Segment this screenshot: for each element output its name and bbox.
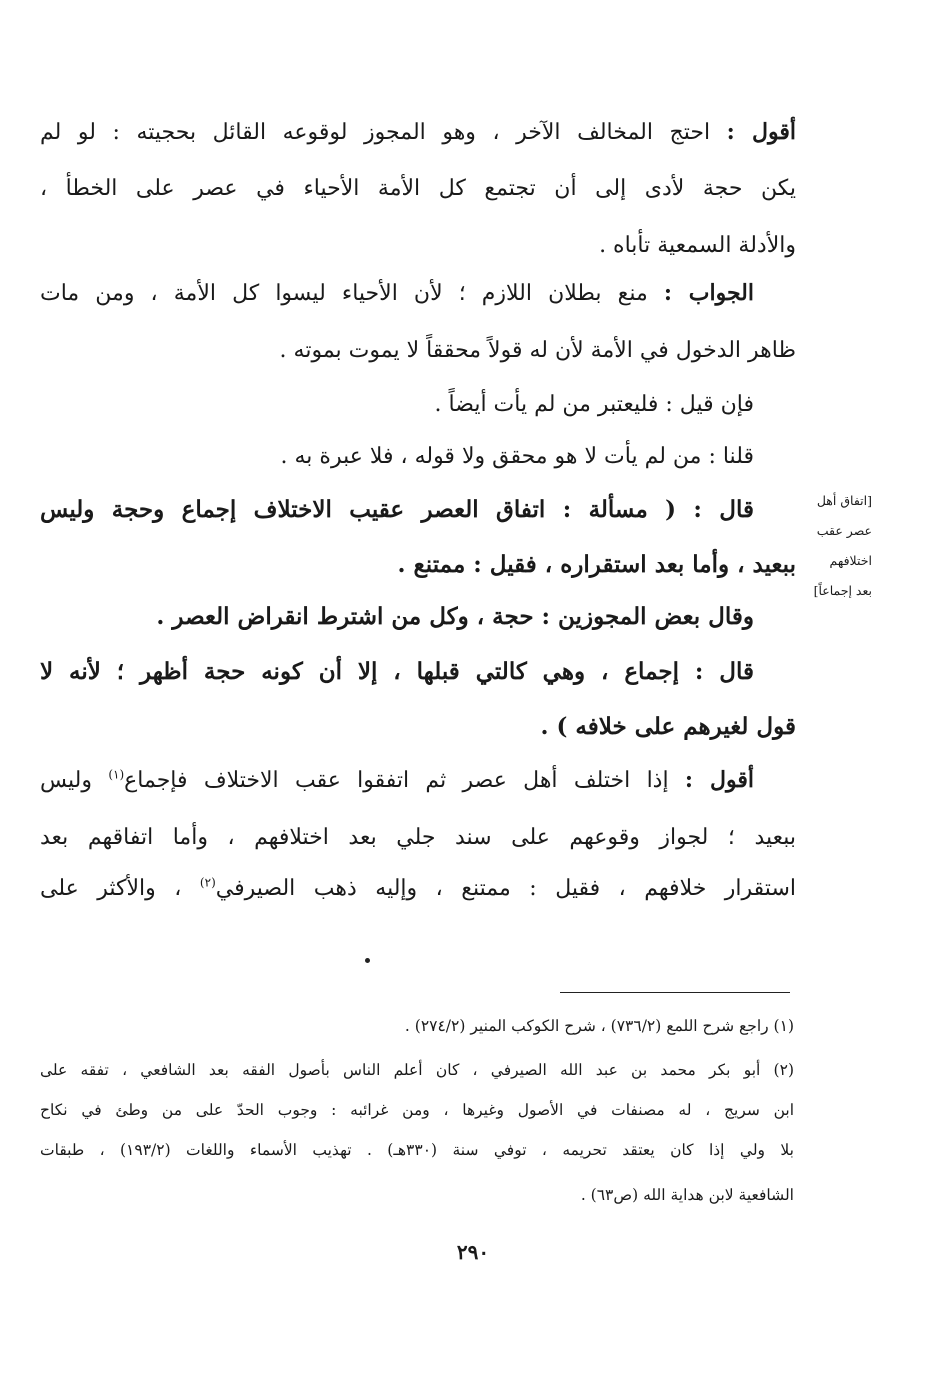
body-line-6: فإن قيل : فليعتبر من لم يأت أيضاً . [434, 392, 754, 417]
page-number: ٢٩٠ [456, 1240, 490, 1264]
margin-note-line: عصر عقب [816, 523, 872, 538]
sharh-line-1 [40, 760, 754, 800]
footnote-2-line-1: (٢) أبو بكر محمد بن عبد الله الصيرفي ، كان أعلم الناس بأصول الفقه بعد الشافعي ، تفقه على [40, 1061, 794, 1079]
margin-note-line: اختلافهم [829, 553, 872, 568]
matn-line-5: قول لغيرهم على خلافه ) . [540, 713, 796, 740]
footnote-divider [560, 992, 790, 993]
body-line-5: ظاهر الدخول في الأمة لأن له قولاً محققاً لا يموت بموته . [279, 338, 796, 363]
matn-line-2: ببعيد ، وأما بعد استقراره ، فقيل : ممتنع . [397, 551, 796, 578]
line-text: إذا اختلف أهل عصر ثم اتفقوا عقب الاختلاف فإجماع [124, 768, 669, 793]
sharh-line-3 [40, 869, 796, 909]
margin-note-line: بعد إجماعاً] [813, 583, 872, 598]
matn-line-4: قال : إجماع ، وهي كالتي قبلها ، إلا أن كونه حجة أظهر ؛ لأنه لا [40, 658, 754, 685]
body-line-2: يكن حجة لأدى إلى أن تجتمع كل الأمة الأحياء في عصر على الخطأ ، [40, 176, 797, 201]
print-speck [365, 958, 370, 963]
body-line-4 [40, 273, 754, 313]
line-lead: أقول : [726, 119, 796, 145]
footnote-ref-2[interactable]: (٢) [199, 875, 216, 890]
line-lead: أقول : [684, 767, 754, 793]
footnote-2-line-2: ابن سريج ، له مصنفات في الأصول وغيرها ، ومن غرائبه : وجوب الحدّ على من وطئ في نكاح [40, 1101, 794, 1119]
body-line-7: قلنا : من لم يأت لا هو محقق ولا قوله ، فلا عبرة به . [280, 444, 754, 469]
line-text: احتج المخالف الآخر ، وهو المجوز لوقوعه القائل بحجيته : لو لم [40, 120, 711, 145]
line-text: منع بطلان اللازم ؛ لأن الأحياء ليسوا كل الأمة ، ومن مات [40, 281, 648, 306]
margin-note-line: [اتفاق أهل [816, 493, 872, 508]
footnote-ref-1[interactable]: (١) [108, 767, 125, 782]
body-line-1 [40, 112, 796, 152]
line-text: وليس [40, 768, 93, 793]
line-text: ، والأكثر على [40, 876, 182, 901]
matn-line-1: قال : ( مسألة : اتفاق العصر عقيب الاختلاف إجماع وحجة وليس [40, 496, 754, 523]
sharh-line-2: ببعيد ؛ لجواز وقوعهم على سند جلي بعد اختلافهم ، وأما اتفاقهم بعد [40, 825, 796, 850]
matn-line-3: وقال بعض المجوزين : حجة ، وكل من اشترط انقراض العصر . [156, 603, 754, 630]
line-lead: الجواب : [663, 280, 754, 306]
footnote-2-line-3: بلا ولي إذا كان يعتقد تحريمه ، توفي سنة (٣٣٠هـ) . تهذيب الأسماء واللغات (١٩٣/٢) ، طبقات [40, 1141, 794, 1159]
body-line-3: والأدلة السمعية تأباه . [599, 233, 796, 258]
footnote-2-line-4: الشافعية لابن هداية الله (ص٦٣) . [580, 1186, 794, 1204]
footnote-1: (١) راجع شرح اللمع (٧٣٦/٢) ، شرح الكوكب المنير (٢٧٤/٢) . [404, 1017, 794, 1035]
line-text: استقرار خلافهم ، فقيل : ممتنع ، وإليه ذهب الصيرفي [215, 876, 796, 901]
